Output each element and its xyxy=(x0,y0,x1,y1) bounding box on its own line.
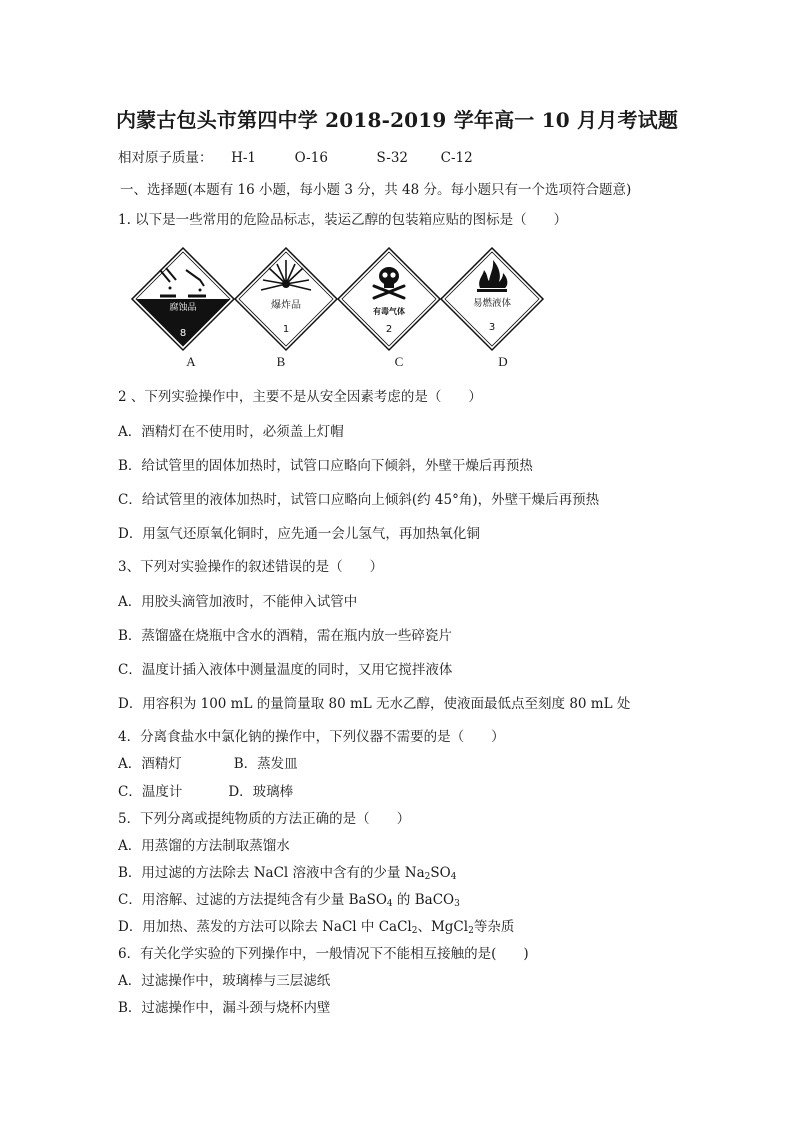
hazard-sign-a xyxy=(130,246,236,352)
question-4-option-a: A．酒精灯 xyxy=(118,756,182,772)
question-3-option-d: D．用容积为 100 mL 的量筒量取 80 mL 无水乙醇，使液面最低点至刻度 80 mL 处 xyxy=(118,696,631,712)
q5-b-formula: SO xyxy=(430,865,451,881)
atomic-mass-label: 相对原子质量： xyxy=(118,150,213,166)
question-6-option-a: A．过滤操作中，玻璃棒与三层滤纸 xyxy=(118,973,331,989)
question-5-option-a: A．用蒸馏的方法制取蒸馏水 xyxy=(118,838,290,854)
question-4-option-d: D．玻璃棒 xyxy=(228,784,294,800)
question-4-options-row-2 xyxy=(118,780,293,800)
question-5-option-c xyxy=(118,888,460,909)
question-5-option-d xyxy=(118,915,514,936)
question-3-stem: 3、下列对实验操作的叙述错误的是（ ） xyxy=(118,559,384,575)
question-5-stem: 5．下列分离或提纯物质的方法正确的是（ ） xyxy=(118,811,411,827)
question-4-option-c: C．温度计 xyxy=(118,784,183,800)
question-2-option-d: D．用氢气还原氧化铜时，应先通一会儿氢气，再加热氧化铜 xyxy=(118,526,480,542)
question-3-option-c: C．温度计插入液体中测量温度的同时，又用它搅拌液体 xyxy=(118,662,453,678)
sign-d-number: 3 xyxy=(488,322,496,333)
q5-b-text: B．用过滤的方法除去 NaCl 溶液中含有的少量 Na xyxy=(118,865,425,881)
explosive-sign-icon xyxy=(233,246,339,352)
sign-b-number: 1 xyxy=(282,324,290,335)
q5-b-subscript: 4 xyxy=(450,872,457,882)
question-4-options-row-1 xyxy=(118,752,298,772)
q5-d-text: D．用加热、蒸发的方法可以除去 NaCl 中 CaCl xyxy=(118,919,412,935)
flame-sign-icon xyxy=(439,246,545,352)
sign-a-label: 腐蚀品 xyxy=(169,303,197,313)
section-heading: 一、选择题(本题有 16 小题，每小题 3 分，共 48 分。每小题只有一个选项符合题意) xyxy=(120,182,632,198)
q5-d-formula: 、MgCl xyxy=(417,919,469,935)
question-2-option-b: B．给试管里的固体加热时，试管口应略向下倾斜，外壁干燥后再预热 xyxy=(118,458,533,474)
hazard-signs xyxy=(130,246,560,376)
question-3-option-a: A．用胶头滴管加液时，不能伸入试管中 xyxy=(118,594,358,610)
question-2-stem: 2 、下列实验操作中，主要不是从安全因素考虑的是（ ） xyxy=(118,389,482,405)
q5-c-formula: 的 BaCO xyxy=(392,892,455,908)
question-3-option-b: B．蒸馏盛在烧瓶中含水的酒精，需在瓶内放一些碎瓷片 xyxy=(118,628,452,644)
page-title: 内蒙古包头市第四中学 2018-2019 学年高一 10 月月考试题 xyxy=(115,108,679,132)
atomic-mass-h: H-1 xyxy=(231,150,257,166)
sign-a-letter: A xyxy=(186,354,196,369)
q5-b-subscript: 2 xyxy=(424,872,431,882)
q5-d-subscript: 2 xyxy=(468,926,474,936)
question-5-option-b xyxy=(118,861,456,882)
q5-c-text: C．用溶解、过滤的方法提纯含有少量 BaSO xyxy=(118,892,387,908)
question-1-stem: 1. 以下是一些常用的危险品标志，装运乙醇的包装箱应贴的图标是（ ） xyxy=(118,212,568,228)
q5-d-tail: 等杂质 xyxy=(473,919,515,935)
question-4-stem: 4．分离食盐水中氯化钠的操作中，下列仪器不需要的是（ ） xyxy=(118,729,505,745)
skull-sign-icon xyxy=(336,246,442,352)
atomic-mass-c: C-12 xyxy=(440,150,473,166)
question-2-option-a: A．酒精灯在不使用时，必须盖上灯帽 xyxy=(118,424,344,440)
sign-c-label: 有毒气体 xyxy=(373,307,405,316)
q5-c-subscript: 4 xyxy=(386,899,393,909)
hazard-sign-d xyxy=(439,246,545,352)
question-6-stem: 6．有关化学实验的下列操作中，一般情况下不能相互接触的是( ) xyxy=(118,946,529,962)
sign-b-letter: B xyxy=(276,354,286,369)
sign-b-label: 爆炸品 xyxy=(271,300,301,311)
corrosive-sign-icon xyxy=(130,246,236,352)
q5-c-subscript: 3 xyxy=(454,899,460,909)
question-2-option-c: C．给试管里的液体加热时，试管口应略向上倾斜(约 45°角)，外壁干燥后再预热 xyxy=(118,492,600,508)
atomic-mass-s: S-32 xyxy=(376,150,409,166)
sign-a-number: 8 xyxy=(179,328,187,339)
sign-d-label: 易燃液体 xyxy=(472,298,512,309)
sign-c-letter: C xyxy=(394,354,404,369)
hazard-sign-b xyxy=(233,246,339,352)
atomic-mass-line xyxy=(118,146,473,166)
sign-d-letter: D xyxy=(498,354,508,369)
sign-c-number: 2 xyxy=(385,324,393,335)
atomic-mass-o: O-16 xyxy=(294,150,328,166)
q5-d-subscript: 2 xyxy=(411,926,418,936)
question-6-option-b: B．过滤操作中，漏斗颈与烧杯内壁 xyxy=(118,1000,331,1016)
question-4-option-b: B．蒸发皿 xyxy=(233,756,298,772)
hazard-sign-c xyxy=(336,246,442,352)
